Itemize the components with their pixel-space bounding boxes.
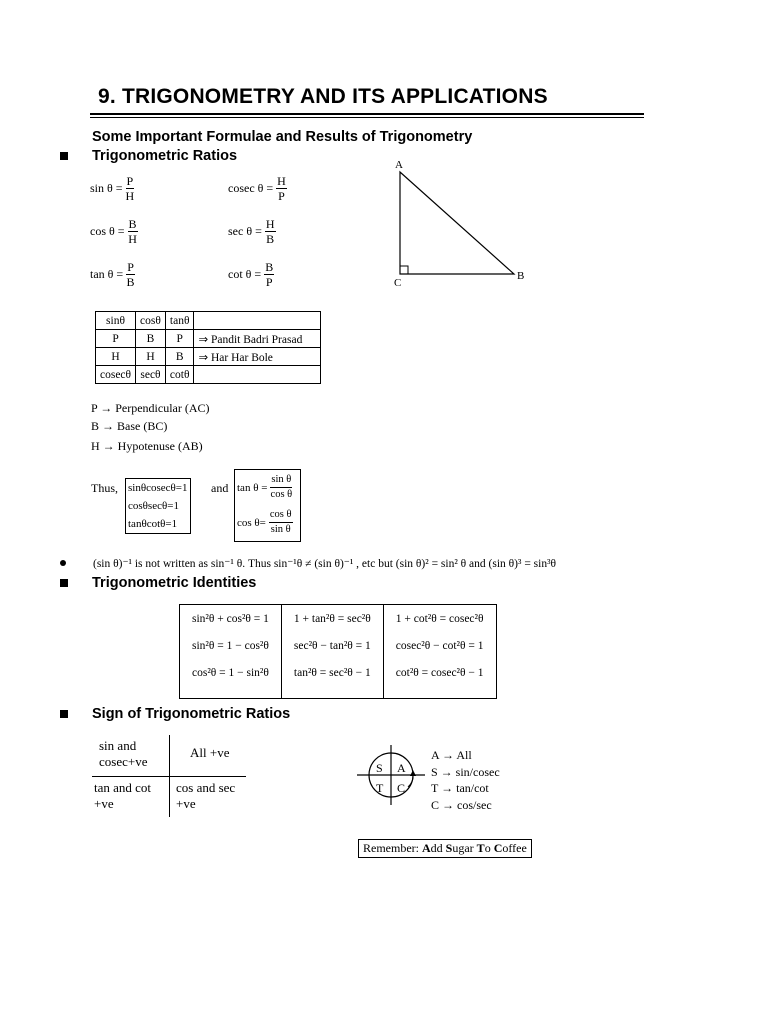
legend-item: S → sin/cosec bbox=[431, 764, 500, 779]
vertex-c-label: C bbox=[394, 277, 402, 289]
reciprocal-identity: sinθcosecθ=1 bbox=[128, 482, 188, 494]
fraction bbox=[276, 174, 287, 203]
mnemonic-initial: S bbox=[445, 841, 453, 855]
reciprocal-box bbox=[125, 478, 191, 534]
right-angle-marker bbox=[400, 266, 408, 274]
title-rule bbox=[90, 113, 644, 115]
vertex-b-label: B bbox=[517, 270, 525, 282]
identity: cot²θ = cosec²θ − 1 bbox=[395, 667, 484, 679]
table-cell: H bbox=[136, 348, 166, 366]
identity-column bbox=[180, 605, 282, 699]
arrow-head-icon bbox=[410, 770, 416, 776]
identities-table bbox=[179, 604, 497, 699]
table-cell: H bbox=[96, 348, 136, 366]
legend-item: T → tan/cot bbox=[431, 781, 489, 795]
fraction bbox=[270, 473, 292, 502]
definition-b: B → Base (BC) bbox=[91, 419, 168, 433]
reciprocal-identity: tanθcotθ=1 bbox=[128, 518, 178, 530]
identity: 1 + tan²θ = sec²θ bbox=[293, 613, 371, 625]
ratio-label: cot θ = bbox=[228, 267, 262, 281]
table-row bbox=[96, 348, 321, 366]
numerator: H bbox=[265, 217, 275, 231]
subtitle: Some Important Formulae and Results of Trigonometry bbox=[92, 129, 473, 145]
astc-legend bbox=[431, 747, 500, 813]
ratios-heading: Trigonometric Ratios bbox=[92, 148, 238, 164]
right-triangle-diagram bbox=[388, 156, 538, 292]
fraction bbox=[126, 174, 135, 203]
table-cell: sinθ bbox=[96, 312, 136, 330]
denominator: H bbox=[125, 189, 135, 203]
numerator: P bbox=[126, 174, 134, 188]
numerator: B bbox=[265, 260, 274, 274]
mnemonic-initial: T bbox=[476, 841, 485, 855]
fraction bbox=[128, 217, 138, 246]
legend-item: A → All bbox=[431, 748, 472, 762]
mnemonic-rest: ugar bbox=[452, 841, 477, 855]
quotient-label: tan θ = bbox=[237, 481, 268, 494]
page-title: 9. TRIGONOMETRY AND ITS APPLICATIONS bbox=[98, 85, 548, 108]
quadrant-a-label: A bbox=[397, 761, 406, 775]
denominator: cos θ bbox=[270, 489, 293, 500]
square-bullet-icon bbox=[60, 710, 68, 718]
identity-column bbox=[281, 605, 383, 699]
astc-circle-diagram bbox=[354, 743, 430, 807]
table-cell bbox=[194, 366, 321, 384]
identity: cosec²θ − cot²θ = 1 bbox=[395, 640, 484, 652]
table-cell: cosecθ bbox=[96, 366, 136, 384]
cos-quotient bbox=[235, 505, 300, 540]
identity: sin²θ = 1 − cos²θ bbox=[192, 640, 269, 652]
table-row bbox=[180, 605, 497, 699]
tan-quotient bbox=[235, 470, 300, 505]
quadrant-c-label: C bbox=[397, 781, 406, 795]
sign-heading: Sign of Trigonometric Ratios bbox=[92, 706, 291, 722]
numerator: cos θ bbox=[269, 508, 293, 523]
square-bullet-icon bbox=[60, 579, 68, 587]
table-cell: B bbox=[136, 330, 166, 348]
ratio-cos bbox=[90, 217, 138, 246]
thus-label: Thus, bbox=[91, 481, 118, 495]
quadrant-2-text: sin and cosec+ve bbox=[99, 738, 148, 769]
fraction bbox=[126, 260, 135, 289]
definition-p: P → Perpendicular (AC) bbox=[91, 401, 210, 415]
identity: tan²θ = sec²θ − 1 bbox=[293, 667, 371, 679]
fraction bbox=[265, 217, 276, 246]
table-cell: tanθ bbox=[165, 312, 194, 330]
mnemonic-initial: C bbox=[493, 841, 503, 855]
numerator: P bbox=[127, 260, 134, 274]
ratio-cot bbox=[228, 260, 274, 289]
table-row bbox=[96, 330, 321, 348]
quadrant-1-text: All +ve bbox=[190, 745, 230, 760]
denominator: B bbox=[266, 232, 275, 246]
round-bullet-icon bbox=[60, 560, 66, 566]
ratio-sin bbox=[90, 174, 134, 203]
quotient-label: cos θ= bbox=[237, 516, 266, 529]
ratio-label: cos θ = bbox=[90, 224, 125, 238]
title-rule-thin bbox=[90, 117, 644, 118]
and-label: and bbox=[211, 481, 229, 495]
mnemonic-rest: o bbox=[484, 841, 494, 855]
table-cell: B bbox=[165, 348, 194, 366]
quadrant-t-label: T bbox=[376, 781, 384, 795]
quadrant-s-label: S bbox=[376, 761, 383, 775]
identity: 1 + cot²θ = cosec²θ bbox=[395, 613, 484, 625]
vertex-a-label: A bbox=[395, 159, 403, 171]
identities-heading: Trigonometric Identities bbox=[92, 575, 257, 591]
identity: sec²θ − tan²θ = 1 bbox=[293, 640, 371, 652]
ratio-cosec bbox=[228, 174, 287, 203]
denominator: sin θ bbox=[270, 524, 291, 535]
identity: sin²θ + cos²θ = 1 bbox=[192, 613, 269, 625]
numerator: B bbox=[128, 217, 137, 231]
ratio-label: cosec θ = bbox=[228, 181, 274, 195]
ratio-label: sin θ = bbox=[90, 181, 123, 195]
table-row bbox=[96, 312, 321, 330]
quadrant-4-text: cos and sec +ve bbox=[176, 780, 236, 811]
denominator: H bbox=[128, 232, 137, 246]
table-cell: secθ bbox=[136, 366, 166, 384]
numerator: sin θ bbox=[270, 473, 292, 488]
denominator: P bbox=[265, 275, 273, 289]
triangle-shape bbox=[400, 172, 514, 274]
fraction bbox=[269, 508, 293, 537]
fraction bbox=[264, 260, 274, 289]
legend-item: C → cos/sec bbox=[431, 797, 492, 812]
definition-h: H → Hypotenuse (AB) bbox=[91, 439, 203, 453]
ratio-sec bbox=[228, 217, 276, 246]
ratio-label: tan θ = bbox=[90, 267, 124, 281]
table-cell: P bbox=[96, 330, 136, 348]
remember-prefix: Remember: bbox=[363, 841, 422, 855]
identity-column bbox=[383, 605, 496, 699]
table-row bbox=[96, 366, 321, 384]
ratio-tan bbox=[90, 260, 135, 289]
mnemonic-table bbox=[95, 311, 321, 384]
mnemonic-initial: A bbox=[421, 841, 431, 855]
quadrant-horizontal-line bbox=[92, 776, 246, 777]
table-cell: cosθ bbox=[136, 312, 166, 330]
denominator: B bbox=[126, 275, 135, 289]
mnemonic-rest: dd bbox=[430, 841, 446, 855]
remember-box bbox=[358, 839, 532, 858]
quotient-box bbox=[234, 469, 301, 542]
table-cell bbox=[194, 312, 321, 330]
table-cell: P bbox=[165, 330, 194, 348]
identity: cos²θ = 1 − sin²θ bbox=[192, 667, 269, 679]
denominator: P bbox=[278, 189, 285, 203]
quadrant-3-text: tan and cot +ve bbox=[94, 780, 152, 811]
numerator: H bbox=[277, 174, 286, 188]
square-bullet-icon bbox=[60, 152, 68, 160]
table-cell: ⇒ Pandit Badri Prasad bbox=[194, 330, 321, 348]
ratio-label: sec θ = bbox=[228, 224, 262, 238]
reciprocal-identity: cosθsecθ=1 bbox=[128, 500, 179, 512]
inverse-note: (sin θ)⁻¹ is not written as sin⁻¹ θ. Thus sin⁻¹θ ≠ (sin θ)⁻¹ , etc but (sin θ)² = sin² θ and (sin θ)³ = sin³θ bbox=[93, 558, 557, 570]
mnemonic-rest: offee bbox=[502, 841, 527, 855]
table-cell: ⇒ Har Har Bole bbox=[194, 348, 321, 366]
table-cell: cotθ bbox=[165, 366, 194, 384]
